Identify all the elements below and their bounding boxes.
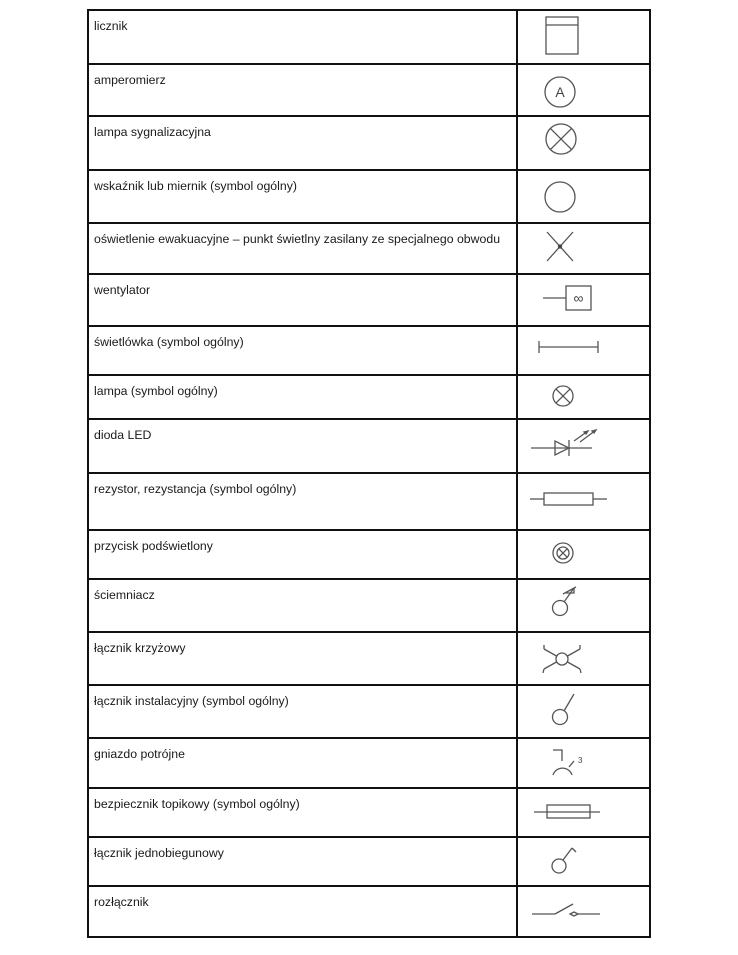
row-label: oświetlenie ewakuacyjne – punkt świetlny zasilany ze specjalnego obwodu [89, 224, 518, 273]
row-label: amperomierz [89, 65, 518, 115]
lamp-icon [518, 376, 649, 418]
table-row [89, 472, 649, 529]
table-row [89, 169, 649, 222]
indicator-icon [518, 171, 649, 222]
table-row [89, 418, 649, 472]
disconnector-icon [518, 887, 649, 936]
fluorescent-lamp-icon [518, 327, 649, 374]
table-row [89, 631, 649, 684]
ammeter-letter: A [555, 84, 565, 100]
meter-icon [518, 11, 649, 63]
row-label: łącznik instalacyjny (symbol ogólny) [89, 686, 518, 737]
row-label: dioda LED [89, 420, 518, 472]
row-label: przycisk podświetlony [89, 531, 518, 578]
row-label: lampa sygnalizacyjna [89, 117, 518, 169]
fan-icon [518, 275, 649, 325]
row-label: wentylator [89, 275, 518, 325]
row-label: lampa (symbol ogólny) [89, 376, 518, 418]
single-pole-switch-icon [518, 838, 649, 885]
triple-socket-icon [518, 739, 649, 787]
fuse-icon [518, 789, 649, 836]
installation-switch-icon [518, 686, 649, 737]
table-row [89, 115, 649, 169]
table-row [89, 836, 649, 885]
table-row [89, 11, 649, 63]
table-row [89, 325, 649, 374]
led-diode-icon [518, 420, 649, 472]
resistor-icon [518, 474, 649, 529]
table-row [89, 374, 649, 418]
table-row [89, 885, 649, 936]
row-label: wskaźnik lub miernik (symbol ogólny) [89, 171, 518, 222]
fan-symbol: ∞ [573, 290, 584, 306]
row-label: rozłącznik [89, 887, 518, 936]
row-label: świetlówka (symbol ogólny) [89, 327, 518, 374]
table-row [89, 684, 649, 737]
cross-switch-icon [518, 633, 649, 684]
emergency-light-icon [518, 224, 649, 273]
row-label: gniazdo potrójne [89, 739, 518, 787]
table-row [89, 63, 649, 115]
row-label: rezystor, rezystancja (symbol ogólny) [89, 474, 518, 529]
table-row [89, 273, 649, 325]
row-label: ściemniacz [89, 580, 518, 631]
ammeter-icon [518, 65, 649, 115]
table-row [89, 222, 649, 273]
row-label: bezpiecznik topikowy (symbol ogólny) [89, 789, 518, 836]
table-row [89, 737, 649, 787]
table-row [89, 787, 649, 836]
row-label: łącznik jednobiegunowy [89, 838, 518, 885]
row-label: łącznik krzyżowy [89, 633, 518, 684]
table-row [89, 578, 649, 631]
signal-lamp-icon [518, 117, 649, 169]
socket-count: 3 [578, 756, 583, 765]
table-row [89, 529, 649, 578]
dimmer-icon [518, 580, 649, 631]
illuminated-button-icon [518, 531, 649, 578]
symbols-table [87, 9, 651, 938]
row-label: licznik [89, 11, 518, 63]
